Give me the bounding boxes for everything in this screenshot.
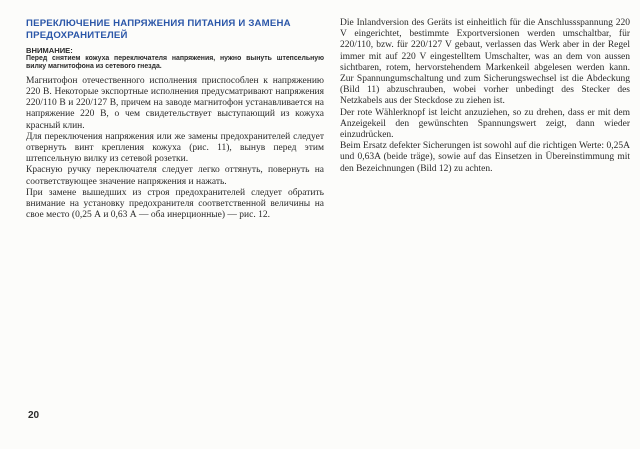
paragraph-cover-removal: Для переключения напряжения или же замены предохранителей следует отвернуть винт крепления кожуха (рис. 11), вынув перед этим штепсельную вилку из сетевой розетки.	[26, 131, 324, 165]
german-column	[340, 18, 630, 175]
warning-title: ВНИМАНИЕ:	[26, 46, 73, 55]
paragraph-fuse-values: Beim Ersatz defekter Sicherungen ist sowohl auf die richtigen Werte: 0,25A und 0,63A (beide träge), sowie auf das Einsetzen in Übereinstimmung mit den Bezeichnungen (Bild 12) zu achten.	[340, 141, 630, 174]
page-number: 20	[28, 410, 40, 421]
section-heading: ПЕРЕКЛЮЧЕНИЕ НАПРЯЖЕНИЯ ПИТАНИЯ И ЗАМЕНА ПРЕДОХРАНИТЕЛЕЙ	[26, 18, 291, 41]
paragraph-voltage-versions: Магнитофон отечественного исполнения приспособлен к напряжению 220 В. Некоторые экспортные исполнения предусматривают напряжения 220/110 В и 220/127 В, причем на заводе магнитофон устанавливается на напряжение 220 В, о чем свидетельствует выступающий из кожуха красный клин.	[26, 75, 324, 131]
paragraph-fuse-replacement: При замене вышедших из строя предохранителей следует обратить внимание на установку предохранителя соответственной величины на свое место (0,25 А и 0,63 А — оба инерционные) — рис. 12.	[26, 187, 324, 221]
warning-text: Перед снятием кожуха переключателя напряжения, нужно вынуть штепсельную вилку магнитофона из сетевого гнезда.	[26, 55, 324, 71]
paragraph-inland-version: Die Inlandversion des Geräts ist einheitlich für die Anschlussspannung 220 V eingerichtet, bestimmte Exportversionen werden umschaltbar, für 220/110, bzw. für 220/127 V gebaut, verlassen das Werk aber in der Regel immer mit auf 220 V eingestelltem Umschalter, was an dem von aussen sichtbaren, rotem, hervorstehendem Markenkeil abgelesen werden kann. Zur Spannungumschaltung und zum Sicherungswechsel ist die Abdeckung (Bild 11) abzuschrauben, wobei vorher unbedingt des Stecker des Netzkabels aus der Steckdose zu ziehen ist.	[340, 18, 630, 107]
paragraph-switch-knob: Красную ручку переключателя следует легко оттянуть, повернуть на соответствующее значение напряжения и нажать.	[26, 165, 324, 187]
russian-column	[26, 18, 324, 221]
paragraph-selector-knob: Der rote Wählerknopf ist leicht anzuziehen, so zu drehen, dass er mit dem Anzeigekeil den gewünschten Spannungswert zeigt, dann wieder einzudrücken.	[340, 107, 630, 141]
